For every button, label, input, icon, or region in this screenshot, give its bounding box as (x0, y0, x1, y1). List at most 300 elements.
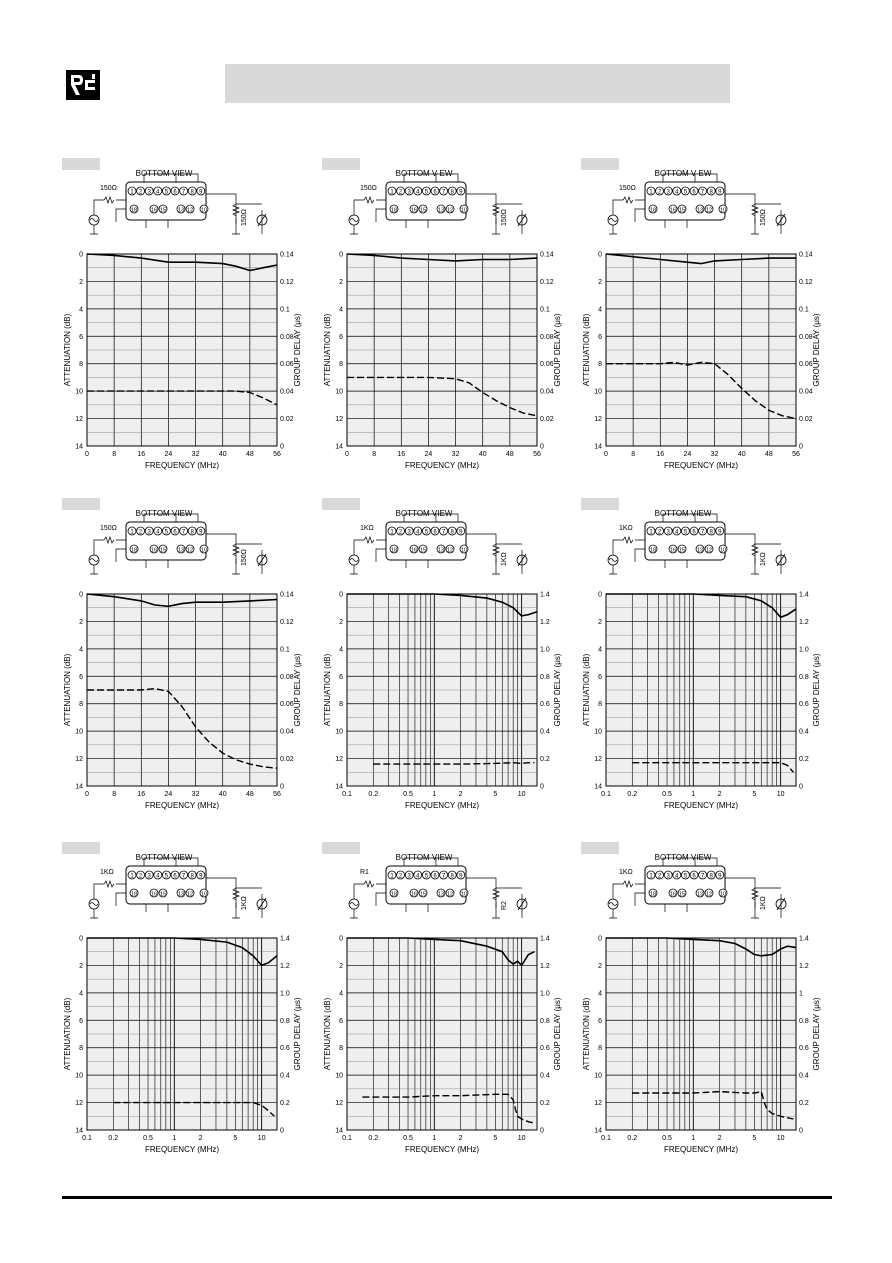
pin-label: 1 (130, 529, 134, 536)
pin-label: 3 (407, 873, 411, 880)
x-tick-label: 32 (710, 451, 719, 458)
x-axis-label: FREQUENCY (MHz) (144, 1145, 220, 1154)
y-left-axis-label: ATTENUATION (dB) (582, 313, 591, 387)
x-tick-label: 8 (631, 451, 636, 458)
x-tick-label: 5 (233, 1135, 238, 1142)
pin-label: 4 (416, 529, 420, 536)
y-left-tick-label: 2 (79, 962, 83, 970)
pin-label: 3 (147, 189, 151, 196)
y-left-tick-label: 0 (79, 591, 83, 599)
chart-svg (581, 926, 821, 1166)
pin-label: 16 (150, 547, 158, 554)
schematic-title: BOTTOM VIEW (654, 509, 712, 518)
y-left-tick-label: 12 (335, 1100, 343, 1108)
y-left-tick-label: 12 (594, 416, 602, 424)
y-right-tick-label: 0.04 (280, 728, 294, 736)
y-left-tick-label: 6 (79, 673, 83, 681)
pin-label: 10 (719, 547, 727, 554)
chart-svg (322, 242, 562, 482)
pin-label: 3 (666, 189, 670, 196)
pin-label: 5 (424, 529, 429, 536)
y-left-tick-label: 10 (75, 728, 83, 736)
pin-label: 18 (390, 891, 398, 898)
pin-label: 13 (696, 891, 704, 898)
y-right-tick-label: 0.4 (280, 1072, 290, 1080)
y-right-tick-label: 0.4 (799, 728, 809, 736)
output-resistor-label: 150Ω (241, 549, 248, 566)
x-tick-label: 8 (112, 791, 117, 798)
schematic-diagram (346, 848, 546, 926)
pin-label: 3 (666, 529, 670, 536)
pin-label: 8 (450, 529, 454, 536)
y-left-tick-label: 6 (339, 333, 343, 341)
pin-label: 2 (138, 873, 143, 880)
pin-label: 1 (649, 189, 653, 196)
pin-label: 10 (200, 547, 208, 554)
x-axis-label: FREQUENCY (MHz) (404, 1145, 480, 1154)
x-tick-label: 48 (245, 451, 254, 458)
pin-label: 12 (705, 891, 713, 898)
x-tick-label: 0.1 (342, 1135, 352, 1142)
x-tick-label: 1 (172, 1135, 177, 1142)
x-axis-label: FREQUENCY (MHz) (663, 461, 739, 470)
x-tick-label: 1 (691, 791, 696, 798)
y-right-tick-label: 0 (280, 783, 284, 791)
pin-label: 5 (164, 873, 169, 880)
pin-label: 5 (424, 189, 429, 196)
pin-label: 18 (390, 547, 398, 554)
y-left-tick-label: 0 (79, 251, 83, 259)
x-tick-label: 48 (245, 791, 254, 798)
x-tick-label: 0.1 (342, 791, 352, 798)
schematic-diagram (605, 848, 805, 926)
pin-label: 13 (437, 891, 445, 898)
y-left-tick-label: 12 (75, 416, 83, 424)
x-tick-label: 5 (493, 791, 498, 798)
pin-label: 9 (459, 873, 463, 880)
x-axis-label: FREQUENCY (MHz) (144, 801, 220, 810)
y-right-tick-label: 1.2 (280, 962, 290, 970)
x-axis-label: FREQUENCY (MHz) (144, 461, 220, 470)
y-left-tick-label: 0 (598, 591, 602, 599)
y-left-tick-label: 4 (79, 306, 83, 314)
pin-label: 2 (398, 529, 403, 536)
x-tick-label: 40 (218, 451, 227, 458)
y-right-tick-label: 0.1 (799, 306, 809, 314)
pin-label: 10 (719, 891, 727, 898)
y-left-tick-label: 14 (335, 783, 343, 791)
pin-label: 9 (199, 529, 203, 536)
pin-label: 8 (190, 873, 194, 880)
input-resistor-label: 150Ω (619, 185, 636, 192)
schematic-diagram (86, 504, 286, 582)
x-tick-label: 56 (273, 791, 281, 798)
output-resistor-label: 1KΩ (241, 896, 248, 910)
pin-label: 1 (390, 873, 394, 880)
pin-label: 5 (424, 873, 429, 880)
y-left-tick-label: 4 (598, 990, 602, 998)
y-right-tick-label: 0.04 (799, 388, 813, 396)
rg-logo-icon (66, 70, 100, 100)
chart-panel (581, 498, 821, 828)
chart-panel (62, 842, 302, 1172)
pin-label: 6 (173, 529, 177, 536)
y-left-tick-label: 2 (339, 618, 343, 626)
y-right-tick-label: 1.4 (799, 591, 809, 599)
y-left-tick-label: 14 (594, 783, 602, 791)
y-left-axis-label: ATTENUATION (dB) (582, 997, 591, 1071)
x-tick-label: 40 (478, 451, 487, 458)
y-right-tick-label: 0.2 (540, 756, 550, 764)
y-left-tick-label: 12 (594, 1100, 602, 1108)
pin-label: 9 (718, 189, 722, 196)
pin-label: 2 (138, 529, 143, 536)
y-left-tick-label: 6 (79, 1017, 83, 1025)
pin-label: 10 (460, 891, 468, 898)
schematic-title: BOTTOM VIEW (395, 509, 453, 518)
y-left-tick-label: 2 (339, 962, 343, 970)
chart-svg (62, 926, 302, 1166)
chart-svg (581, 242, 821, 482)
input-resistor-label: R1 (360, 869, 369, 876)
schematic-diagram (346, 504, 546, 582)
pin-label: 15 (419, 547, 427, 554)
pin-label: 16 (150, 207, 158, 214)
chart-panel (581, 842, 821, 1172)
schematic-title: BOTTOM V EW (654, 169, 712, 178)
chart-panel (322, 158, 562, 488)
y-right-tick-label: 1.0 (540, 990, 550, 998)
pin-label: 12 (446, 207, 454, 214)
x-tick-label: 48 (764, 451, 773, 458)
pin-label: 2 (657, 529, 662, 536)
pin-label: 18 (130, 207, 138, 214)
pin-label: 15 (419, 891, 427, 898)
pin-label: 9 (199, 873, 203, 880)
y-left-tick-label: 4 (339, 990, 343, 998)
schematic-title: BOTTOM V EW (395, 169, 453, 178)
y-left-axis-label: ATTENUATION (dB) (323, 313, 332, 387)
y-left-tick-label: 12 (75, 756, 83, 764)
y-right-tick-label: 0.06 (799, 361, 813, 369)
y-right-tick-label: 0.14 (540, 251, 554, 259)
x-tick-label: 24 (424, 451, 433, 458)
y-right-tick-label: 0.06 (280, 361, 294, 369)
pin-label: 3 (147, 873, 151, 880)
y-right-axis-label: GROUP DELAY (μs) (293, 313, 302, 387)
y-left-tick-label: 10 (594, 388, 602, 396)
pin-label: 3 (147, 529, 151, 536)
y-left-tick-label: 8 (339, 361, 343, 369)
y-left-axis-label: ATTENUATION (dB) (582, 653, 591, 727)
pin-label: 6 (173, 873, 177, 880)
x-tick-label: 8 (372, 451, 377, 458)
y-right-tick-label: 0.12 (540, 278, 554, 286)
x-tick-label: 0.2 (368, 791, 379, 798)
x-tick-label: 2 (458, 1135, 463, 1142)
y-left-tick-label: 6 (598, 333, 602, 341)
chart-svg (322, 582, 562, 822)
y-left-tick-label: 12 (594, 756, 602, 764)
pin-label: 18 (649, 207, 657, 214)
y-right-tick-label: 0.08 (799, 333, 813, 341)
y-right-tick-label: 0.02 (280, 416, 294, 424)
pin-label: 15 (159, 891, 167, 898)
x-axis-label: FREQUENCY (MHz) (663, 1145, 739, 1154)
pin-label: 5 (683, 529, 688, 536)
y-right-tick-label: 0 (799, 783, 803, 791)
pin-label: 5 (683, 189, 688, 196)
x-tick-label: 32 (191, 451, 200, 458)
y-left-tick-label: 6 (598, 673, 602, 681)
pin-label: 10 (719, 207, 727, 214)
pin-label: 13 (696, 207, 704, 214)
y-right-tick-label: 0.02 (799, 416, 813, 424)
x-tick-label: 0.5 (662, 791, 672, 798)
pin-label: 15 (678, 891, 686, 898)
y-right-tick-label: 0.8 (280, 1017, 290, 1025)
pin-label: 3 (407, 189, 411, 196)
y-right-tick-label: 0.12 (799, 278, 813, 286)
y-right-tick-label: 1.0 (799, 646, 809, 654)
x-tick-label: 5 (493, 1135, 498, 1142)
footer-rule (62, 1196, 832, 1199)
y-right-tick-label: 0.12 (280, 278, 294, 286)
y-left-tick-label: 10 (335, 388, 343, 396)
x-tick-label: 56 (792, 451, 800, 458)
y-left-tick-label: 6 (339, 1017, 343, 1025)
x-tick-label: 10 (257, 1135, 266, 1142)
pin-label: 4 (675, 529, 679, 536)
chart-svg (322, 926, 562, 1166)
y-right-tick-label: 0.6 (540, 1045, 550, 1053)
x-tick-label: 10 (776, 1135, 785, 1142)
y-right-tick-label: 0 (280, 443, 284, 451)
pin-label: 16 (669, 891, 677, 898)
pin-label: 1 (390, 189, 394, 196)
output-resistor-label: 150Ω (501, 209, 508, 226)
x-tick-label: 2 (717, 1135, 722, 1142)
output-resistor-label: 1KΩ (760, 896, 767, 910)
y-right-axis-label: GROUP DELAY (μs) (553, 997, 562, 1071)
x-tick-label: 0 (85, 451, 89, 458)
y-left-tick-label: 4 (339, 306, 343, 314)
pin-label: 2 (657, 189, 662, 196)
schematic-title: BOTTOM VIEW (135, 169, 193, 178)
pin-label: 7 (700, 529, 705, 536)
pin-label: 16 (410, 207, 418, 214)
pin-label: 1 (649, 873, 653, 880)
y-right-tick-label: 0.04 (540, 388, 554, 396)
pin-label: 13 (177, 547, 185, 554)
pin-label: 2 (138, 189, 143, 196)
y-right-tick-label: 0.6 (280, 1045, 290, 1053)
y-right-tick-label: 0.6 (540, 701, 550, 709)
x-tick-label: 5 (752, 1135, 757, 1142)
y-left-tick-label: 14 (335, 443, 343, 451)
y-right-tick-label: 1.2 (540, 962, 550, 970)
y-left-tick-label: 14 (75, 783, 83, 791)
schematic-title: BOTTOM VIEW (395, 853, 453, 862)
y-left-tick-label: 14 (594, 443, 602, 451)
x-axis-label: FREQUENCY (MHz) (404, 801, 480, 810)
pin-label: 15 (678, 207, 686, 214)
x-tick-label: 1 (432, 1135, 437, 1142)
x-tick-label: 16 (656, 451, 665, 458)
x-tick-label: 2 (717, 791, 722, 798)
y-left-tick-label: 2 (598, 962, 602, 970)
x-tick-label: 0.2 (627, 791, 638, 798)
y-left-tick-label: 2 (598, 618, 602, 626)
pin-label: 12 (705, 207, 713, 214)
pin-label: 6 (433, 189, 437, 196)
y-right-tick-label: 0.8 (799, 1017, 809, 1025)
pin-label: 13 (177, 207, 185, 214)
chart-svg (581, 582, 821, 822)
x-tick-label: 8 (112, 451, 117, 458)
pin-label: 4 (156, 873, 160, 880)
chart-svg (62, 242, 302, 482)
y-left-tick-label: 8 (79, 1045, 83, 1053)
pin-label: 8 (190, 529, 194, 536)
x-tick-label: 0.1 (601, 791, 611, 798)
y-left-tick-label: 4 (598, 306, 602, 314)
y-left-tick-label: 0 (339, 251, 343, 259)
x-tick-label: 5 (752, 791, 757, 798)
x-tick-label: 32 (451, 451, 460, 458)
x-tick-label: 0.2 (108, 1135, 119, 1142)
x-tick-label: 10 (517, 791, 526, 798)
pin-label: 18 (649, 891, 657, 898)
output-resistor-label: R2 (501, 901, 508, 910)
pin-label: 2 (657, 873, 662, 880)
y-left-tick-label: 0 (339, 935, 343, 943)
input-resistor-label: 1KΩ (619, 869, 633, 876)
x-tick-label: 48 (505, 451, 514, 458)
y-right-tick-label: 1.0 (280, 990, 290, 998)
y-left-tick-label: 14 (75, 1127, 83, 1135)
schematic-diagram (86, 848, 286, 926)
x-tick-label: 0.5 (662, 1135, 672, 1142)
pin-label: 12 (186, 891, 194, 898)
y-right-tick-label: 0.08 (280, 333, 294, 341)
y-left-tick-label: 4 (79, 990, 83, 998)
x-tick-label: 0.2 (627, 1135, 638, 1142)
y-left-tick-label: 4 (339, 646, 343, 654)
y-left-tick-label: 10 (75, 1072, 83, 1080)
pin-label: 8 (190, 189, 194, 196)
x-tick-label: 40 (218, 791, 227, 798)
y-left-tick-label: 6 (79, 333, 83, 341)
y-left-tick-label: 4 (598, 646, 602, 654)
y-right-tick-label: 0.1 (540, 306, 550, 314)
y-right-tick-label: 0.06 (280, 701, 294, 709)
pin-label: 5 (164, 189, 169, 196)
x-tick-label: 24 (164, 791, 173, 798)
pin-label: 7 (181, 873, 186, 880)
y-right-tick-label: 0.14 (280, 591, 294, 599)
pin-label: 1 (390, 529, 394, 536)
header-bar (225, 64, 730, 103)
pin-label: 3 (407, 529, 411, 536)
y-right-tick-label: 0.6 (799, 1045, 809, 1053)
y-right-tick-label: 1.2 (540, 618, 550, 626)
y-left-tick-label: 8 (79, 361, 83, 369)
x-tick-label: 0.2 (368, 1135, 379, 1142)
y-right-tick-label: 0 (799, 1127, 803, 1135)
output-resistor-label: 150Ω (241, 209, 248, 226)
pin-label: 12 (446, 891, 454, 898)
y-right-tick-label: 1.2 (799, 618, 809, 626)
pin-label: 9 (199, 189, 203, 196)
pin-label: 4 (416, 189, 420, 196)
pin-label: 7 (441, 873, 446, 880)
y-left-tick-label: 12 (335, 416, 343, 424)
pin-label: 16 (410, 891, 418, 898)
pin-label: 10 (200, 207, 208, 214)
schematic-title: BOTTOM VIEW (654, 853, 712, 862)
y-left-tick-label: 10 (335, 728, 343, 736)
y-right-tick-label: 0 (540, 1127, 544, 1135)
pin-label: 6 (433, 529, 437, 536)
y-left-tick-label: 8 (598, 361, 602, 369)
y-right-tick-label: 1.0 (540, 646, 550, 654)
chart-panel (322, 842, 562, 1172)
y-left-tick-label: 12 (75, 1100, 83, 1108)
pin-label: 15 (159, 207, 167, 214)
pin-label: 1 (130, 189, 134, 196)
y-right-tick-label: 0.04 (280, 388, 294, 396)
y-left-axis-label: ATTENUATION (dB) (63, 653, 72, 727)
schematic-title: BOTTOM VIEW (135, 853, 193, 862)
pin-label: 18 (390, 207, 398, 214)
y-right-tick-label: 0.4 (799, 1072, 809, 1080)
input-resistor-label: 150Ω (100, 525, 117, 532)
y-right-tick-label: 0.4 (540, 1072, 550, 1080)
y-left-tick-label: 8 (339, 701, 343, 709)
x-tick-label: 10 (776, 791, 785, 798)
x-tick-label: 0.1 (601, 1135, 611, 1142)
x-axis-label: FREQUENCY (MHz) (663, 801, 739, 810)
y-right-tick-label: 0.1 (280, 306, 290, 314)
pin-label: 18 (130, 547, 138, 554)
pin-label: 8 (450, 189, 454, 196)
y-right-tick-label: 0 (799, 443, 803, 451)
x-tick-label: 24 (164, 451, 173, 458)
x-tick-label: 40 (737, 451, 746, 458)
pin-label: 12 (186, 207, 194, 214)
y-left-tick-label: 2 (79, 278, 83, 286)
x-tick-label: 16 (137, 451, 146, 458)
schematic-diagram (605, 164, 805, 242)
y-left-tick-label: 10 (594, 728, 602, 736)
y-right-tick-label: 0.6 (799, 701, 809, 709)
y-right-tick-label: 0.1 (280, 646, 290, 654)
pin-label: 10 (460, 547, 468, 554)
y-right-tick-label: 1.2 (799, 962, 809, 970)
y-right-tick-label: 0 (280, 1127, 284, 1135)
x-tick-label: 16 (137, 791, 146, 798)
pin-label: 4 (156, 529, 160, 536)
pin-label: 1 (649, 529, 653, 536)
y-right-tick-label: 0.8 (799, 673, 809, 681)
x-axis-label: FREQUENCY (MHz) (404, 461, 480, 470)
x-tick-label: 0.5 (403, 1135, 413, 1142)
y-left-tick-label: 0 (79, 935, 83, 943)
pin-label: 13 (437, 207, 445, 214)
y-right-axis-label: GROUP DELAY (μs) (293, 997, 302, 1071)
y-left-tick-label: 10 (594, 1072, 602, 1080)
